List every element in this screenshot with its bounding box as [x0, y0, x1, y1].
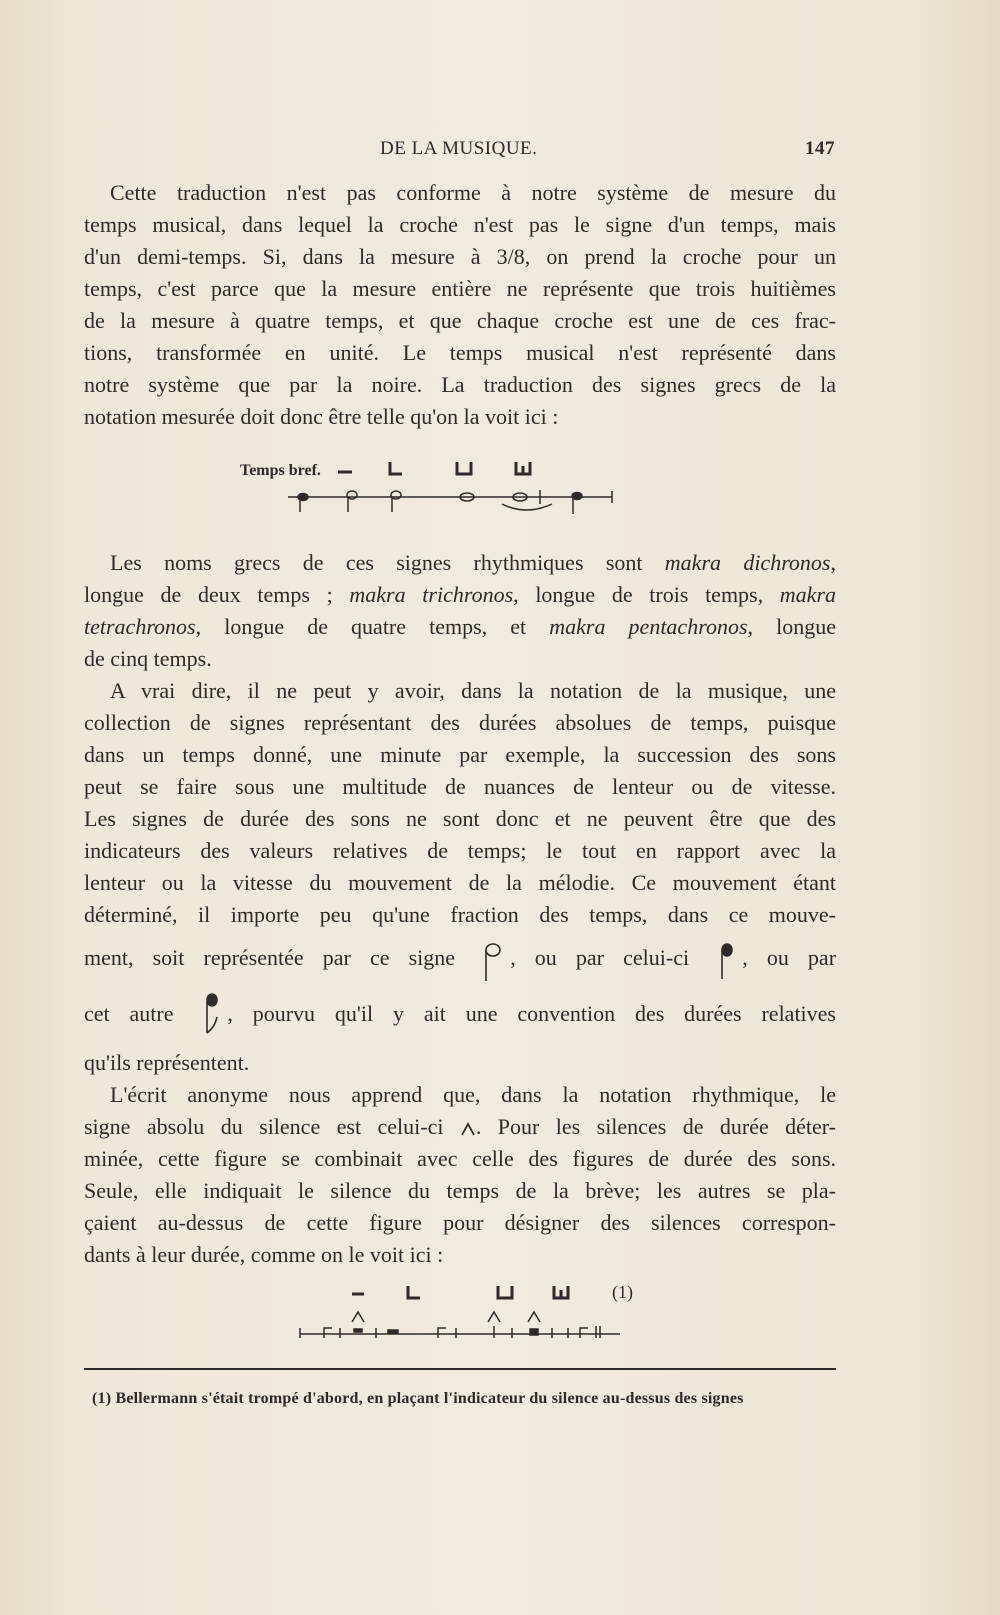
paragraph-3-end: [84, 1047, 836, 1079]
paragraph-1: [84, 177, 836, 433]
text-line: collection de signes représentant des durées absolues de temps, puisque: [84, 710, 836, 735]
text-line: [84, 939, 836, 983]
text-line: [84, 547, 836, 579]
text-line: Cette traduction n'est pas conforme à notre système de mesure du: [110, 180, 836, 205]
page-number: 147: [805, 138, 835, 159]
text-span: Les noms grecs de ces signes rhythmiques sont: [110, 550, 665, 575]
quarter-note-icon: [714, 939, 736, 983]
rhythm-notation-2: [290, 1282, 650, 1352]
text-span: longue de deux temps ;: [84, 582, 350, 607]
text-line: [84, 1111, 836, 1143]
text-line: Les signes de durée des sons ne sont donc et ne peuvent être que des: [84, 806, 836, 831]
text-span: , longue de quatre temps, et: [195, 614, 550, 639]
text-span: ,: [830, 550, 836, 575]
greek-term: tetrachronos: [84, 614, 196, 639]
greek-term: makra pentachronos: [549, 614, 748, 639]
text-line: de la mesure à quatre temps, et que chaque croche est une de ces frac-: [84, 308, 836, 333]
text-line: A vrai dire, il ne peut y avoir, dans la notation de la musique, une: [110, 678, 836, 703]
text-span: , ou par celui-ci: [510, 945, 690, 970]
text-span: cet autre: [84, 1001, 174, 1026]
text-span: , longue: [747, 614, 836, 639]
text-line: notre système que par la noire. La traduction des signes grecs de la: [84, 372, 836, 397]
text-span: longue de trois temps,: [518, 582, 780, 607]
text-line: qu'ils représentent.: [84, 1050, 250, 1075]
text-line: peut se faire sous une multitude de nuances de lenteur ou de vitesse.: [84, 774, 836, 799]
text-span: signe absolu du silence est celui-ci: [84, 1114, 444, 1139]
text-line: de cinq temps.: [84, 646, 212, 671]
text-line: Seule, elle indiquait le silence du temps de la brève; les autres se pla-: [84, 1178, 836, 1203]
text-line: lenteur ou la vitesse du mouvement de la mélodie. Ce mouvement étant: [84, 870, 836, 895]
text-line: d'un demi-temps. Si, dans la mesure à 3/8, on prend la croche pour un: [84, 244, 836, 269]
text-line: notation mesurée doit donc être telle qu'on la voit ici :: [84, 404, 559, 429]
paragraph-3-signs-line: [84, 939, 836, 983]
eighth-note-icon: [199, 991, 221, 1039]
paragraph-3: [84, 675, 836, 931]
text-line: çaient au-dessus de cette figure pour désigner des silences correspon-: [84, 1210, 836, 1235]
rhythm-signs-figure: [240, 460, 640, 530]
paragraph-3-signs-line-2: [84, 991, 836, 1039]
running-title: DE LA MUSIQUE.: [380, 138, 538, 159]
notation-label: Temps bref.: [240, 462, 321, 479]
text-line: temps musical, dans lequel la croche n'est pas le signe d'un temps, mais: [84, 212, 836, 237]
text-span: , ou par: [742, 945, 837, 970]
text-span: . Pour les silences de durée déter-: [475, 1114, 836, 1139]
greek-term: makra trichronos,: [349, 582, 519, 607]
text-line: déterminé, il importe peu qu'une fraction des temps, dans ce mouve-: [84, 902, 836, 927]
footnote: (1) Bellermann s'était trompé d'abord, en plaçant l'indicateur du silence au-dessus des signes: [92, 1390, 744, 1407]
text-line: [84, 991, 836, 1039]
greek-term: makra dichronos: [664, 550, 831, 575]
text-line: indicateurs des valeurs relatives de temps; le tout en rapport avec la: [84, 838, 836, 863]
text-line: minée, cette figure se combinait avec celle des figures de durée des sons.: [84, 1146, 836, 1171]
text-line: temps, c'est parce que la mesure entière ne représente que trois huitièmes: [84, 276, 836, 301]
footnote-rule: [84, 1368, 836, 1370]
rhythm-notation-1: [240, 460, 640, 530]
text-line: [84, 579, 836, 611]
greek-term: makra: [779, 582, 837, 607]
half-note-icon: [480, 939, 504, 983]
silence-sign-icon: [460, 1122, 476, 1136]
footnote-marker: (1): [612, 1282, 633, 1302]
text-line: L'écrit anonyme nous apprend que, dans la notation rhythmique, le: [110, 1082, 836, 1107]
text-line: dants à leur durée, comme on le voit ici :: [84, 1242, 444, 1267]
text-line: tions, transformée en unité. Le temps musical n'est représenté dans: [84, 340, 836, 365]
silence-signs-figure: [290, 1282, 650, 1352]
text-span: ment, soit représentée par ce signe: [84, 945, 456, 970]
paragraph-2: [84, 547, 836, 675]
text-line: [84, 611, 836, 643]
paragraph-4: [84, 1079, 836, 1271]
text-line: dans un temps donné, une minute par exemple, la succession des sons: [84, 742, 836, 767]
text-span: , pourvu qu'il y ait une convention des durées relatives: [227, 1001, 836, 1026]
